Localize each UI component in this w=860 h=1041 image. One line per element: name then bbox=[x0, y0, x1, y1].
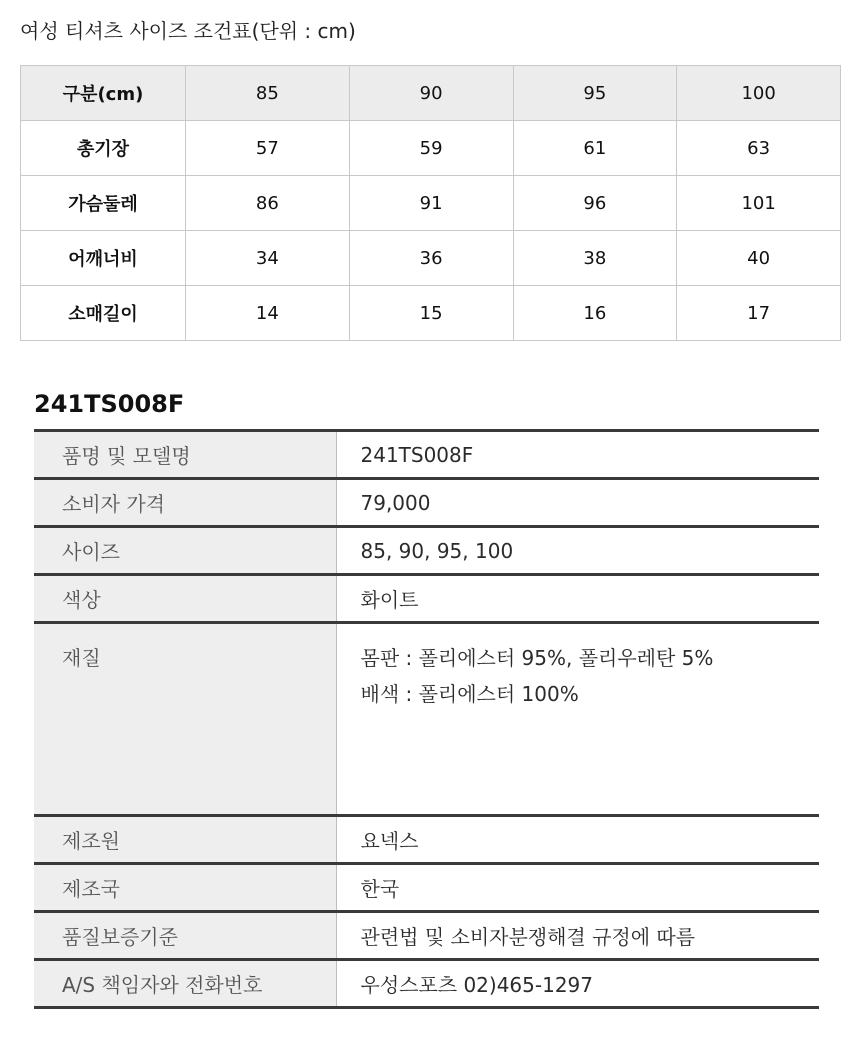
size-cell: 59 bbox=[349, 121, 513, 176]
spec-row-warranty bbox=[34, 912, 819, 960]
product-spec-table bbox=[34, 429, 819, 1009]
size-cell: 96 bbox=[513, 176, 677, 231]
size-row-chest bbox=[21, 176, 841, 231]
size-chart-table bbox=[20, 65, 841, 341]
spec-row-model bbox=[34, 431, 819, 479]
row-label: 소매길이 bbox=[21, 286, 186, 341]
size-header-row bbox=[21, 66, 841, 121]
spec-value: 관련법 및 소비자분쟁해결 규정에 따름 bbox=[360, 925, 696, 949]
spec-label: 소비자 가격 bbox=[34, 479, 336, 527]
size-cell: 101 bbox=[677, 176, 841, 231]
size-header-cell: 95 bbox=[513, 66, 677, 121]
size-cell: 86 bbox=[186, 176, 350, 231]
row-label: 어깨너비 bbox=[21, 231, 186, 286]
size-cell: 38 bbox=[513, 231, 677, 286]
size-cell: 34 bbox=[186, 231, 350, 286]
spec-value: 우성스포츠 02)465-1297 bbox=[360, 973, 593, 997]
size-cell: 36 bbox=[349, 231, 513, 286]
size-cell: 57 bbox=[186, 121, 350, 176]
spec-value: 한국 bbox=[360, 877, 400, 901]
size-cell: 17 bbox=[677, 286, 841, 341]
spec-value: 241TS008F bbox=[360, 442, 474, 467]
size-header-label: 구분(cm) bbox=[21, 66, 186, 121]
spec-label: 제조국 bbox=[34, 864, 336, 912]
size-row-sleeve bbox=[21, 286, 841, 341]
spec-row-size bbox=[34, 527, 819, 575]
spec-value: 요넥스 bbox=[360, 829, 419, 853]
material-line-body: 몸판 : 폴리에스터 95%, 폴리우레탄 5% bbox=[360, 646, 714, 670]
row-label: 가슴둘레 bbox=[21, 176, 186, 231]
spec-label: 품질보증기준 bbox=[34, 912, 336, 960]
size-cell: 15 bbox=[349, 286, 513, 341]
spec-label: 색상 bbox=[34, 575, 336, 623]
spec-row-material bbox=[34, 623, 819, 816]
spec-row-country bbox=[34, 864, 819, 912]
size-cell: 61 bbox=[513, 121, 677, 176]
size-row-total-length bbox=[21, 121, 841, 176]
size-header-cell: 85 bbox=[186, 66, 350, 121]
size-cell: 40 bbox=[677, 231, 841, 286]
size-cell: 63 bbox=[677, 121, 841, 176]
spec-label: 재질 bbox=[34, 623, 336, 816]
spec-row-as-contact bbox=[34, 960, 819, 1008]
size-chart-title: 여성 티셔츠 사이즈 조건표(단위 : cm) bbox=[20, 19, 356, 43]
spec-row-price bbox=[34, 479, 819, 527]
spec-label: A/S 책임자와 전화번호 bbox=[34, 960, 336, 1008]
size-row-shoulder bbox=[21, 231, 841, 286]
size-cell: 91 bbox=[349, 176, 513, 231]
size-header-cell: 100 bbox=[677, 66, 841, 121]
size-cell: 14 bbox=[186, 286, 350, 341]
spec-label: 품명 및 모델명 bbox=[34, 431, 336, 479]
spec-row-manufacturer bbox=[34, 816, 819, 864]
size-cell: 16 bbox=[513, 286, 677, 341]
product-code-heading: 241TS008F bbox=[34, 390, 185, 418]
spec-value: 85, 90, 95, 100 bbox=[360, 538, 514, 563]
spec-row-color bbox=[34, 575, 819, 623]
row-label: 총기장 bbox=[21, 121, 186, 176]
spec-value bbox=[336, 623, 819, 816]
spec-label: 제조원 bbox=[34, 816, 336, 864]
spec-label: 사이즈 bbox=[34, 527, 336, 575]
spec-value: 79,000 bbox=[360, 490, 431, 515]
size-header-cell: 90 bbox=[349, 66, 513, 121]
spec-value: 화이트 bbox=[360, 588, 419, 612]
material-line-trim: 배색 : 폴리에스터 100% bbox=[360, 682, 579, 706]
